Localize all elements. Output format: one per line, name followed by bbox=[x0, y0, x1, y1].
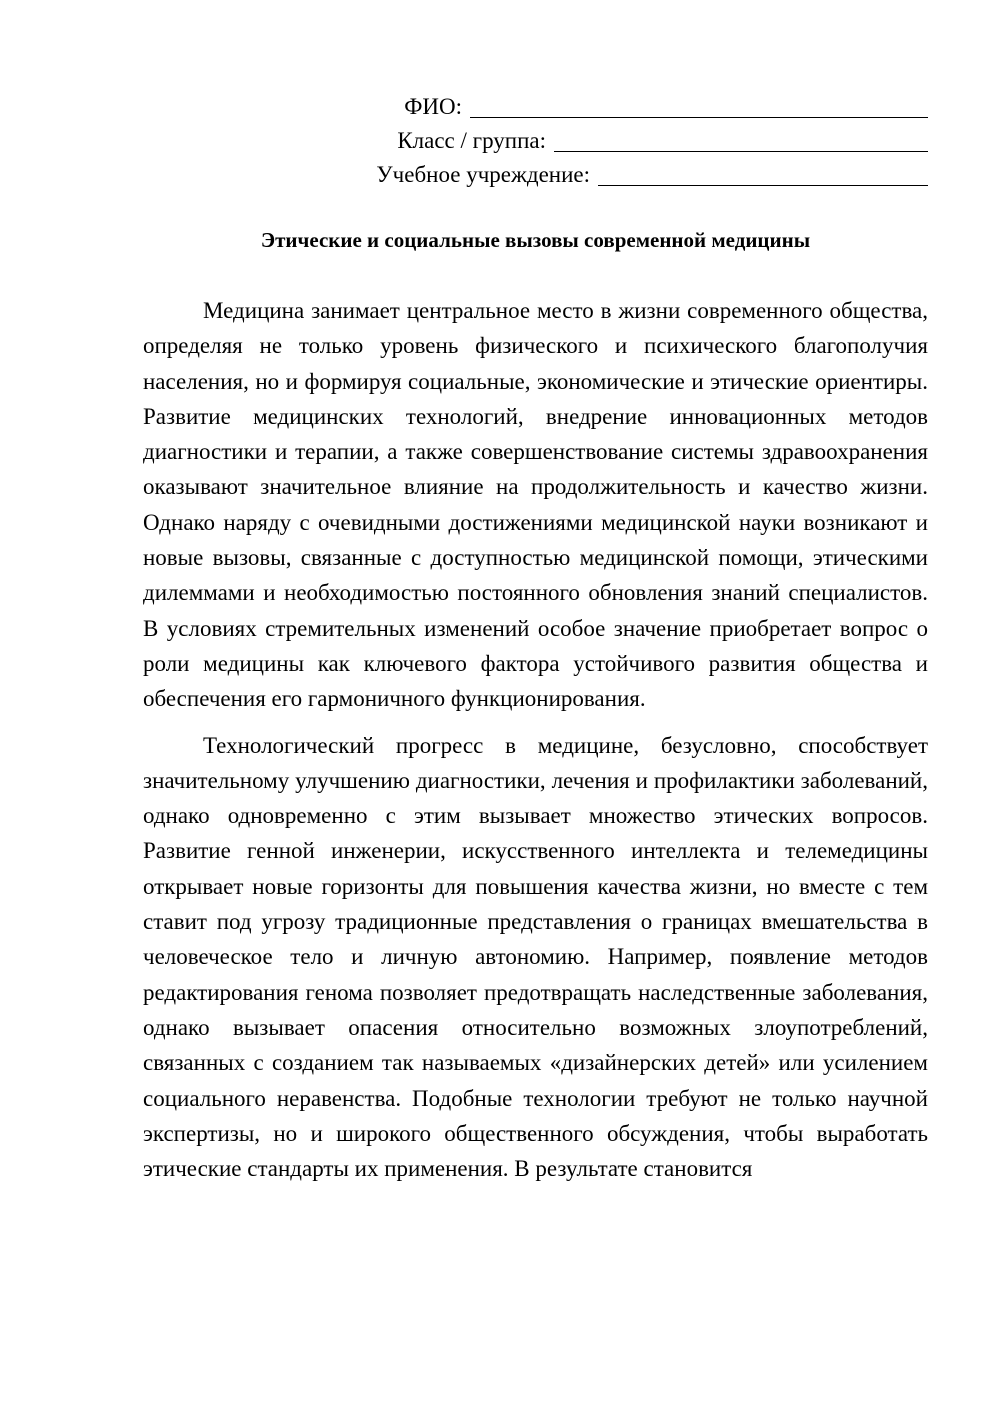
header-fields bbox=[143, 90, 928, 192]
fio-blank-line bbox=[470, 93, 928, 118]
class-label: Класс / группа: bbox=[397, 128, 546, 153]
institution-label: Учебное учреждение: bbox=[376, 162, 590, 187]
paragraph-2: Технологический прогресс в медицине, безусловно, способствует значительному улучшению диагностики, лечения и профилактики заболеваний, однако одновременно с этим вызывает множество этических вопросов. Развитие генной инженерии, искусственного интеллекта и телемедицины открывает новые горизонты для повышения качества жизни, но вместе с тем ставит под угрозу традиционные представления о границах вмешательства в человеческое тело и личную автономию. Например, появление методов редактирования генома позволяет предотвращать наследственные заболевания, однако вызывает опасения относительно возможных злоупотреблений, связанных с созданием так называемых «дизайнерских детей» или усилением социального неравенства. Подобные технологии требуют не только научной экспертизы, но и широкого общественного обсуждения, чтобы выработать этические стандарты их применения. В результате становится bbox=[143, 732, 928, 1182]
institution-row bbox=[143, 158, 928, 192]
body-text bbox=[143, 293, 928, 1186]
paragraph-1: Медицина занимает центральное место в жизни современного общества, определяя не только уровень физического и психического благополучия населения, но и формируя социальные, экономические и этические ориентиры. Развитие медицинских технологий, внедрение инновационных методов диагностики и терапии, а также совершенствование системы здравоохранения оказывают значительное влияние на продолжительность и качество жизни. Однако наряду с очевидными достижениями медицинской науки возникают и новые вызовы, связанные с доступностью медицинской помощи, этическими дилеммами и необходимостью постоянного обновления знаний специалистов. В условиях стремительных изменений особое значение приобретает вопрос о роли медицины как ключевого фактора устойчивого развития общества и обеспечения его гармоничного функционирования. bbox=[143, 298, 928, 712]
document-page bbox=[143, 90, 928, 1197]
institution-blank-line bbox=[598, 161, 928, 186]
class-row bbox=[143, 124, 928, 158]
class-blank-line bbox=[554, 127, 928, 152]
fio-label: ФИО: bbox=[404, 94, 462, 119]
document-title: Этические и социальные вызовы современной медицины bbox=[260, 228, 811, 252]
fio-row bbox=[143, 90, 928, 124]
